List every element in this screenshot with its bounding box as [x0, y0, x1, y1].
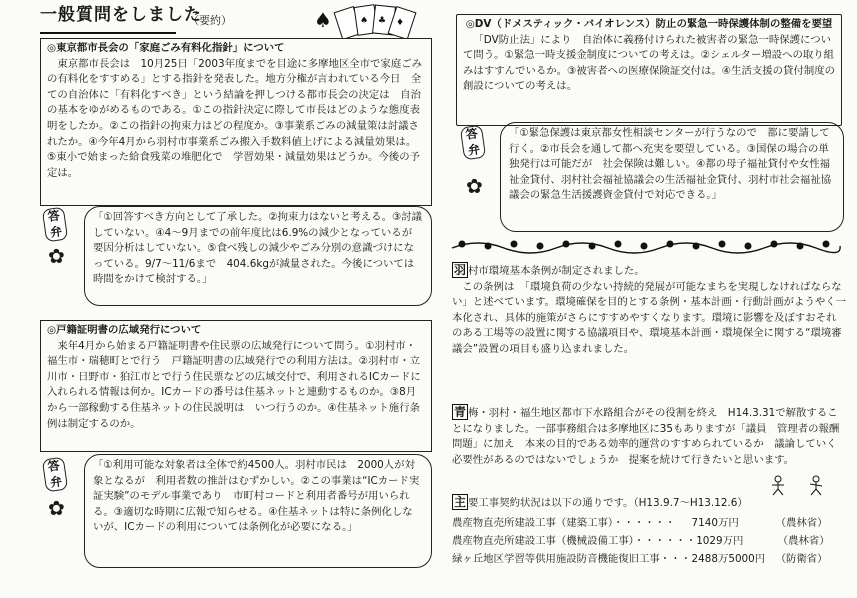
page-title: 一般質問をしました [40, 5, 202, 25]
flower-vine-divider [448, 234, 844, 256]
contract-ministry: （防衛省） [775, 553, 828, 566]
rose-icon: ✿ [48, 496, 65, 520]
answer-garbage-text: 「①回答すべき方向として了承した。②拘束力はないと考える。③討議していない。④4～9月までの前年度比は6.9%の減少となっているが 要因分析はしていない。⑤食べ残しの減少やごみ分別の意識づけになっている。9/7～11/6まで 404.6kgが減量された。今後については時間をかけて検討する。」 [84, 206, 432, 306]
rose-icon: ✿ [466, 174, 483, 198]
svg-text:♦: ♦ [396, 18, 405, 28]
contract-ministry: （農林省） [775, 517, 828, 530]
question-registry-heading: ◎戸籍証明書の広域発行について [47, 324, 202, 336]
contract-amount: 1029万円 [696, 535, 744, 548]
answer-dv-text: 「①緊急保護は東京都女性相談センターが行うなので 都に要請して行く。②市長会を通して都へ充実を要望している。③国保の場合の単独発行は可能だが 社会保険は難しい。④都の母子福祉貸付や女性福祉金貸付、羽村社会福祉協議会の生活福祉金貸付、羽村市社会福祉協議会の緊急生活援護資金貸付で対応できる。」 [500, 122, 844, 232]
dancing-figures-icon [764, 474, 844, 496]
contracts-mark: 主 [454, 495, 467, 509]
playing-cards-icon [312, 3, 432, 39]
svg-text:♣: ♣ [378, 16, 387, 26]
question-dv [456, 14, 842, 126]
question-dv-heading: ◎DV（ドメスティック・バイオレンス）防止の緊急一時保護体制の整備を要望 [465, 18, 833, 30]
contracts-lead: 要工事契約状況は以下の通りです。（H13.9.7～H13.12.6） [468, 497, 748, 509]
contract-amount: 7140万円 [691, 517, 739, 530]
environment-mark: 羽 [454, 263, 467, 277]
question-garbage [40, 38, 432, 206]
question-dv-body: 「DV防止法」により 自治体に義務付けられた被害者の緊急一時保護について問う。①緊急一時支援金制度についての考えは。②シェルター増設への取り組みはすすんでいるか。③被害者への医療保険証交付は。④生活支援の貸付制度の創設についての考えは。 [463, 33, 836, 93]
contracts-table [452, 515, 844, 569]
answer-tag: 答弁 [42, 207, 68, 243]
environment-body: この条例は 「環境負荷の少ない持続的発展が可能なまちを実現しなければならない」と述べています。環境確保を目的とする条例・基本計画・行動計画がようやく一本化され、具体的施策がさらにすすめやすくなります。環境に影響を及ぼすおそれのある工場等の設置に関する協議項目や、環境基本計画・環境保全に関する“環境審議会”設置の項目も盛り込まれました。 [452, 280, 847, 355]
environment-section [452, 262, 846, 358]
sewer-body: 梅・羽村・福生地区都市下水路組合がその役割を終え H14.3.31で解散することになりました。一部事務組合は多摩地区に35もありますが「議員 管理者の報酬問題」に加え 本来の目的である効率的運営のすすめられているか 議論していく必要性があるのではないでしょうか 提案を続けて行きたいと思います。 [452, 407, 840, 466]
contract-row [452, 551, 844, 569]
contract-name: 農産物直売所建設工事（建築工事）・・・・・・ [452, 517, 676, 530]
question-registry-body: 来年4月から始まる戸籍証明書や住民票の広域発行について問う。①羽村市・福生市・瑞穂町とで行う 戸籍証明書の広域発行での利用方法は。②羽村市・立川市・日野市・狛江市とで行う住民票などの広域交付で、利用されるICカードに入れられる情報は何か。ICカードの番号は住基ネットと連動するものか。③8月から一部稼動する住基ネットの住民説明は いつ行うのか。④住基ネット施行条例は制定するのか。 [47, 339, 421, 430]
contract-row [452, 533, 844, 551]
question-garbage-body: 東京都市長会は 10月25日「2003年度までを目途に多摩地区全市で家庭ごみの有料化をすすめる」とする指針を発表した。地方分権が言われている今日 全ての自治体に「有料化すべき」という結論を押しつける都市長会の決定は 自治の基本をゆがめるものである。①この指針決定に際して市長はどのような態度表明をしたか。②この指針の拘束力はどの程度か。③事業系ごみの減量策は討議されたか。④今年4月から羽村市事業系ごみ搬入手数料値上げによる減量効果は。⑤東小で始まった給食残菜の堆肥化で 学習効果・減量効果はどうか。今後の予定は。 [47, 57, 422, 179]
contract-amount: 2488万5000円 [691, 553, 766, 566]
sewer-section [452, 404, 846, 468]
question-garbage-heading: ◎東京都市長会の「家庭ごみ有料化指針」について [47, 42, 285, 54]
rose-icon: ✿ [48, 244, 65, 268]
contract-row [452, 515, 844, 533]
page-subtitle: （要約） [188, 14, 232, 27]
title-underline [40, 32, 176, 34]
answer-tag: 答弁 [460, 125, 486, 161]
contract-name: 緑ヶ丘地区学習等供用施設防音機能復旧工事・・・ [452, 553, 691, 566]
question-registry [40, 320, 432, 452]
svg-text:♠: ♠ [314, 8, 332, 32]
environment-lead: 村市環境基本条例が制定されました。 [468, 265, 645, 277]
contract-name: 農産物直売所建設工事（機械設備工事）・・・・・・ [452, 535, 697, 548]
sewer-mark: 青 [454, 405, 467, 419]
contracts-lead-line [452, 494, 846, 512]
answer-tag: 答弁 [42, 457, 68, 493]
svg-text:♠: ♠ [360, 16, 369, 26]
answer-registry-text: 「①利用可能な対象者は全体で約4500人。羽村市民は 2000人が対象となるが 利用者数の推計はむずかしい。②この事業は“ICカード実証実験”のモデル事業であり 市町村コードと利用者番号が用いられる。③適切な時期に広報で知らせる。④住基ネットは特に条例化しないが、ICカードの利用については条例化が必要になる。」 [84, 454, 432, 568]
contract-ministry: （農林省） [777, 535, 830, 548]
